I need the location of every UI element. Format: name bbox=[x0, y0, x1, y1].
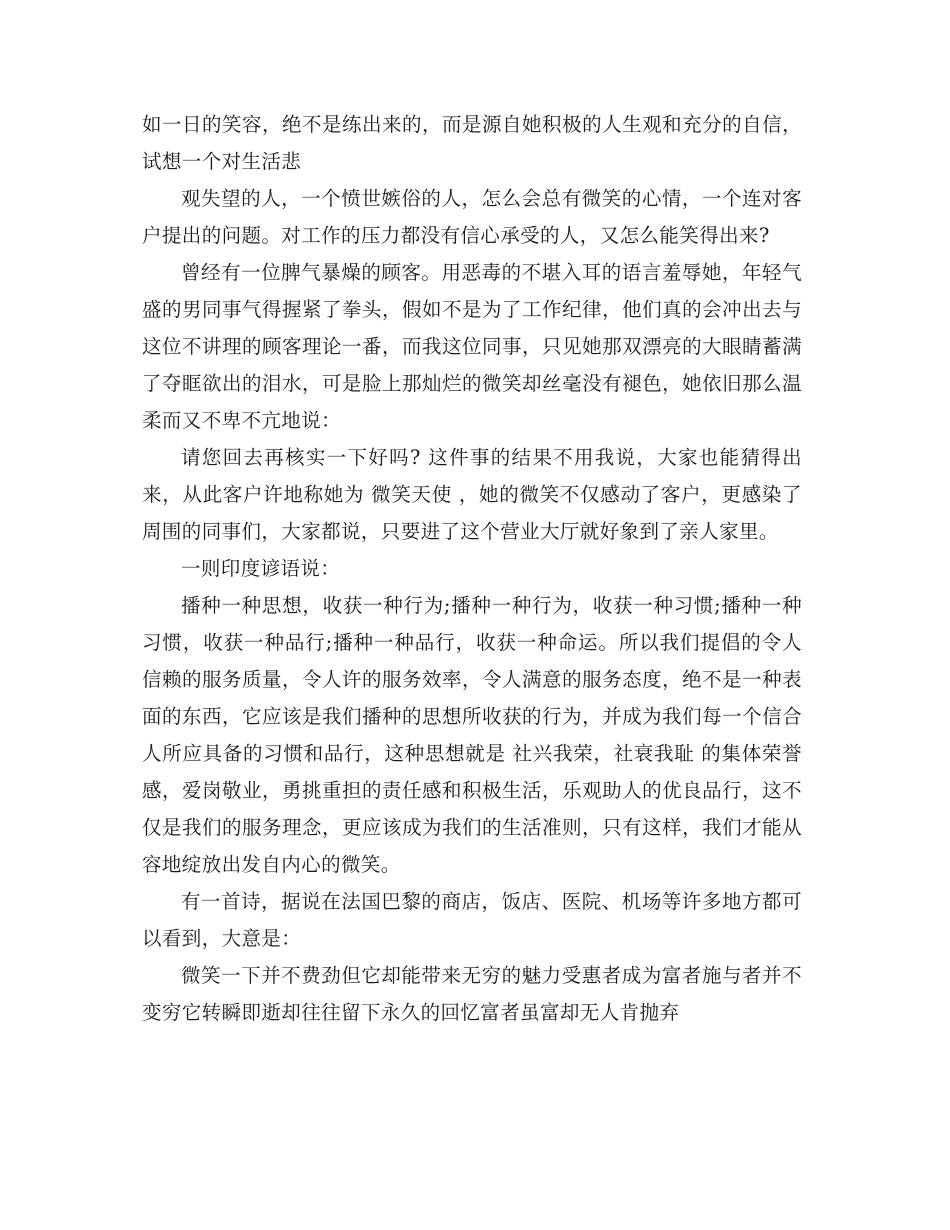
paragraph: 一则印度谚语说： bbox=[181, 557, 341, 580]
paragraph: 微笑一下并不费劲但它却能带来无穷的魅力受惠者成为富者施与者并不变穷它转瞬即逝却往往留下永久的回忆富者虽富却无人肯抛弃 bbox=[142, 964, 802, 1024]
paragraph: 有一首诗，据说在法国巴黎的商店，饭店、医院、机场等许多地方都可以看到，大意是： bbox=[142, 890, 802, 950]
document-body bbox=[142, 106, 802, 1031]
paragraph: 观失望的人，一个愤世嫉俗的人，怎么会总有微笑的心情，一个连对客户提出的问题。对工作的压力都没有信心承受的人，又怎么能笑得出来? bbox=[142, 187, 802, 247]
paragraph: 如一日的笑容，绝不是练出来的，而是源自她积极的人生观和充分的自信，试想一个对生活悲 bbox=[142, 113, 802, 173]
paragraph: 曾经有一位脾气暴燥的顾客。用恶毒的不堪入耳的语言羞辱她，年轻气盛的男同事气得握紧了拳头，假如不是为了工作纪律，他们真的会冲出去与这位不讲理的顾客理论一番，而我这位同事，只见她那双漂亮的大眼睛蓄满了夺眶欲出的泪水，可是脸上那灿烂的微笑却丝毫没有褪色，她依旧那么温柔而又不卑不亢地说： bbox=[142, 261, 802, 432]
paragraph: 请您回去再核实一下好吗? 这件事的结果不用我说，大家也能猜得出来，从此客户许地称她为 微笑天使 ，她的微笑不仅感动了客户，更感染了周围的同事们，大家都说，只要进了这个营业大厅就好象到了亲人家里。 bbox=[142, 446, 802, 543]
paragraph: 播种一种思想，收获一种行为;播种一种行为，收获一种习惯;播种一种习惯，收获一种品行;播种一种品行，收获一种命运。所以我们提倡的令人信赖的服务质量，令人许的服务效率，令人满意的服务态度，绝不是一种表面的东西，它应该是我们播种的思想所收获的行为，并成为我们每一个信合人所应具备的习惯和品行，这种思想就是 社兴我荣，社衰我耻 的集体荣誉感，爱岗敬业，勇挑重担的责任感和积极生活，乐观助人的优良品行，这不仅是我们的服务理念，更应该成为我们的生活准则，只有这样，我们才能从容地绽放出发自内心的微笑。 bbox=[142, 594, 802, 876]
